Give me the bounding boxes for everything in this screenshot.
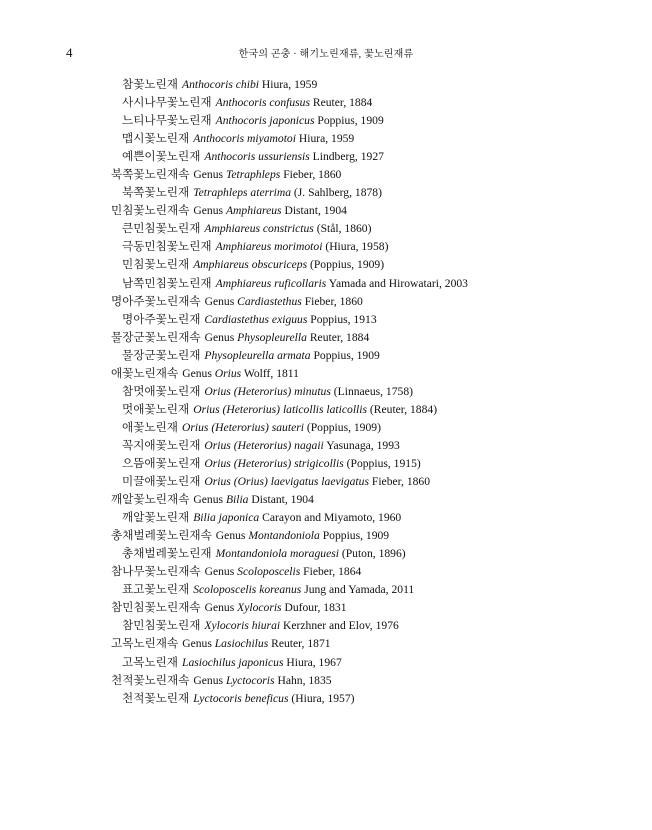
species-entry [0,581,652,599]
author-citation: Kerzhner and Elov, 1976 [283,619,399,633]
scientific-name: Tetraphleps aterrima [193,186,292,200]
species-entry [0,130,652,148]
korean-name: 깨알꽃노린재속 [111,493,190,507]
species-entry [0,401,652,419]
korean-name: 북쪽꽃노린재속 [111,168,190,182]
author-citation: (Poppius, 1915) [346,456,421,470]
rank-label: Genus [204,601,235,615]
scientific-name: Bilia japonica [193,511,260,525]
author-citation: Poppius, 1909 [313,348,380,362]
scientific-name: Anthocoris ussuriensis [204,150,310,164]
genus-entry [0,293,652,311]
scientific-name: Physopleurella armata [204,348,311,362]
korean-name: 큰민침꽃노린재 [122,222,201,236]
species-entry [0,654,652,672]
species-entry [0,256,652,274]
species-entry [0,690,652,708]
species-entry [0,437,652,455]
scientific-name: Orius (Heterorius) strigicollis [204,456,344,470]
author-citation: (J. Sahlberg, 1878) [293,186,382,200]
scientific-name: Bilia [225,493,249,507]
korean-name: 고목노린재속 [111,637,179,651]
author-citation: (Hiura, 1958) [325,240,389,254]
species-entry [0,184,652,202]
genus-entry [0,491,652,509]
korean-name: 총채벌레꽃노린재속 [111,529,212,543]
rank-label: Genus [215,529,246,543]
korean-name: 명아주꽃노린재속 [111,294,201,308]
korean-name: 깨알꽃노린재 [122,511,190,525]
genus-entry [0,599,652,617]
author-citation: Reuter, 1871 [271,637,331,651]
scientific-name: Physopleurella [237,330,307,344]
author-citation: Fieber, 1864 [303,565,362,579]
korean-name: 명아주꽃노린재 [122,312,201,326]
korean-name: 참나무꽃노린재속 [111,565,201,579]
species-entry [0,148,652,166]
species-entry [0,509,652,527]
korean-name: 물장군꽃노린재 [122,348,201,362]
genus-entry [0,527,652,545]
scientific-name: Orius (Heterorius) minutus [204,384,331,398]
scientific-name: Cardiastethus exiguus [204,312,308,326]
korean-name: 물장군꽃노린재속 [111,330,201,344]
scientific-name: Xylocoris hiurai [204,619,281,633]
genus-entry [0,635,652,653]
korean-name: 고목노린재 [122,655,178,669]
species-entry [0,383,652,401]
author-citation: Lindberg, 1927 [312,150,384,164]
species-entry [0,112,652,130]
scientific-name: Orius (Orius) laevigatus laevigatus [204,475,369,489]
rank-label: Genus [204,330,235,344]
korean-name: 북쪽꽃노린재 [122,186,190,200]
korean-name: 표고꽃노린재 [122,583,190,597]
species-entry [0,455,652,473]
korean-name: 미끌애꽃노린재 [122,475,201,489]
genus-entry [0,329,652,347]
scientific-name: Amphiareus ruficollaris [215,276,327,290]
scientific-name: Orius (Heterorius) sauteri [182,420,304,434]
species-entry [0,275,652,293]
korean-name: 멋애꽃노린재 [122,402,190,416]
author-citation: Reuter, 1884 [312,96,373,110]
korean-name: 참민침꽃노린재속 [111,601,201,615]
author-citation: Poppius, 1913 [310,312,377,326]
rank-label: Genus [193,493,224,507]
scientific-name: Amphiareus obscuriceps [193,258,308,272]
author-citation: (Poppius, 1909) [310,258,385,272]
author-citation: Distant, 1904 [251,493,314,507]
korean-name: 참멋애꽃노린재 [122,384,201,398]
genus-entry [0,365,652,383]
scientific-name: Amphiareus morimotoi [215,240,323,254]
author-citation: Hiura, 1967 [286,655,342,669]
species-entry [0,473,652,491]
scientific-name: Lyctocoris [225,673,275,687]
korean-name: 총채벌레꽃노린재 [122,547,212,561]
scientific-name: Xylocoris [237,601,282,615]
author-citation: Hiura, 1959 [298,132,355,146]
scientific-name: Orius [214,366,242,380]
author-citation: Reuter, 1884 [309,330,370,344]
korean-name: 맵시꽃노린재 [122,132,190,146]
author-citation: (Puton, 1896) [341,547,406,561]
korean-name: 으뜸애꽃노린재 [122,456,201,470]
korean-name: 참꽃노린재 [122,78,178,91]
author-citation: Yasunaga, 1993 [326,438,400,452]
genus-entry [0,563,652,581]
taxon-list [0,76,652,708]
author-citation: Fieber, 1860 [371,475,431,489]
korean-name: 참민침꽃노린재 [122,619,201,633]
scientific-name: Anthocoris japonicus [215,114,315,128]
author-citation: Hahn, 1835 [277,673,332,687]
scientific-name: Anthocoris confusus [215,96,310,110]
running-head-title: 한국의 곤충 · 해기노린재류, 꽃노린재류 [238,49,414,60]
korean-name: 애꽃노린재 [122,420,178,434]
scientific-name: Lyctocoris beneficus [193,691,289,705]
scientific-name: Montandoniola [248,529,320,543]
species-entry [0,617,652,635]
rank-label: Genus [204,565,235,579]
scientific-name: Montandoniola moraguesi [215,547,339,561]
author-citation: Carayon and Miyamoto, 1960 [262,511,402,525]
scientific-name: Cardiastethus [237,294,302,308]
species-entry [0,545,652,563]
scientific-name: Anthocoris chibi [182,78,259,91]
species-entry [0,76,652,94]
species-entry [0,94,652,112]
rank-label: Genus [182,366,212,380]
scientific-name: Orius (Heterorius) laticollis laticollis [193,402,367,416]
scientific-name: Lasiochilus japonicus [182,655,284,669]
rank-label: Genus [182,637,212,651]
rank-label: Genus [193,673,224,687]
korean-name: 민침꽃노린재 [122,258,190,272]
author-citation: Dufour, 1831 [284,601,347,615]
rank-label: Genus [193,204,224,218]
author-citation: (Poppius, 1909) [306,420,381,434]
author-citation: (Linnaeus, 1758) [333,384,413,398]
author-citation: (Hiura, 1957) [291,691,355,705]
species-entry [0,311,652,329]
scientific-name: Scoloposcelis [237,565,301,579]
scientific-name: Amphiareus constrictus [204,222,314,236]
scientific-name: Tetraphleps [225,168,281,182]
species-entry [0,347,652,365]
korean-name: 사시나무꽃노린재 [122,96,212,110]
author-citation: Distant, 1904 [284,204,347,218]
author-citation: Wolff, 1811 [243,366,299,380]
scientific-name: Lasiochilus [214,637,269,651]
scientific-name: Amphiareus [225,204,282,218]
scientific-name: Anthocoris miyamotoi [193,132,296,146]
author-citation: Poppius, 1909 [322,529,390,543]
korean-name: 천적꽃노린재 [122,691,190,705]
rank-label: Genus [193,168,224,182]
author-citation: Hiura, 1959 [261,78,318,91]
korean-name: 극동민침꽃노린재 [122,240,212,254]
author-citation: (Stål, 1860) [316,222,372,236]
scientific-name: Orius (Heterorius) nagaii [204,438,324,452]
author-citation: Poppius, 1909 [317,114,384,128]
korean-name: 천적꽃노린재속 [111,673,190,687]
korean-name: 애꽃노린재속 [111,366,179,380]
rank-label: Genus [204,294,235,308]
korean-name: 꼭지애꽃노린재 [122,438,201,452]
author-citation: Fieber, 1860 [283,168,342,182]
species-entry [0,419,652,437]
author-citation: Fieber, 1860 [304,294,363,308]
author-citation: Yamada and Hirowatari, 2003 [328,276,468,290]
korean-name: 느티나무꽃노린재 [122,114,212,128]
genus-entry [0,672,652,690]
author-citation: (Reuter, 1884) [369,402,438,416]
author-citation: Jung and Yamada, 2011 [304,583,415,597]
korean-name: 예쁜이꽃노린재 [122,150,201,164]
page-number: 4 [66,45,73,60]
species-entry [0,238,652,256]
scientific-name: Scoloposcelis koreanus [193,583,302,597]
korean-name: 남쪽민침꽃노린재 [122,276,212,290]
species-entry [0,220,652,238]
korean-name: 민침꽃노린재속 [111,204,190,218]
genus-entry [0,202,652,220]
genus-entry [0,166,652,184]
